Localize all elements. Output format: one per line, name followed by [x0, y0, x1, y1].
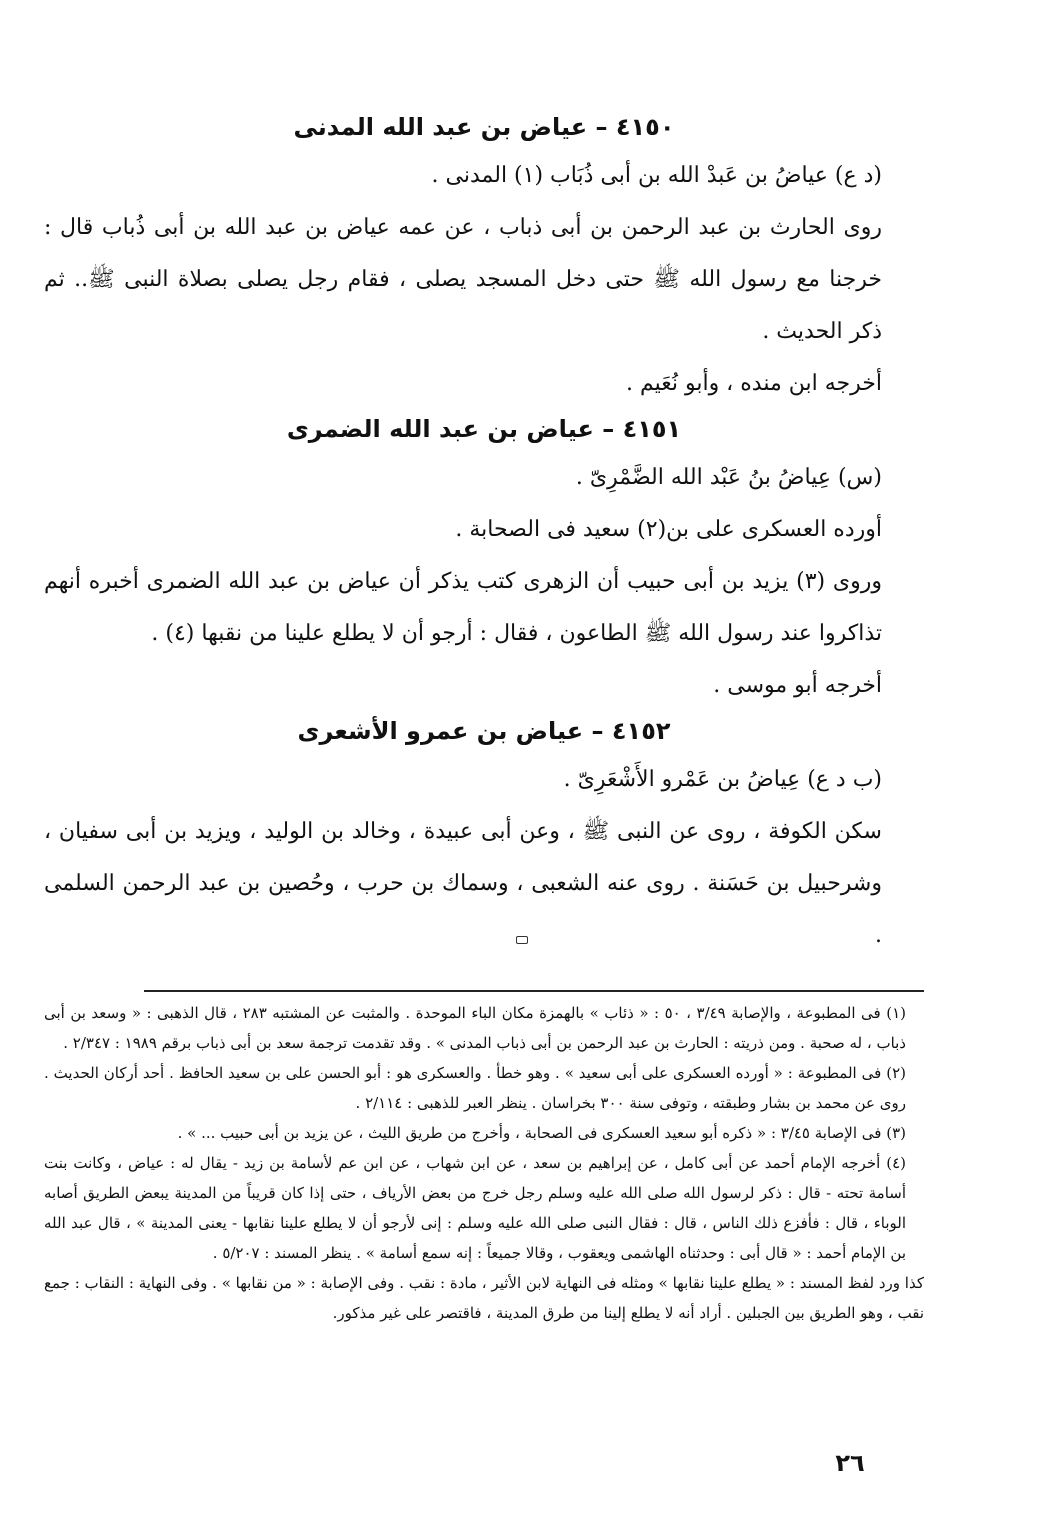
entry-heading: ٤١٥١ – عياض بن عبد الله الضمرى	[286, 415, 682, 443]
entry-paragraph: (د ع) عياضُ بن عَبدْ الله بن أبى ذُبَاب (١) المدنى .	[431, 163, 882, 188]
entry-paragraph: روى الحارث بن عبد الرحمن بن أبى ذباب ، عن عمه عياض بن عبد الله بن أبى ذُباب قال : خرجنا مع رسول الله ﷺ حتى دخل المسجد يصلى ، فقام رجل يصلى بصلاة النبى ﷺ.. ثم ذكر الحديث .	[44, 215, 882, 344]
entry-paragraph: (ب د ع) عِياضُ بن عَمْرو الأَشْعَرِىّ .	[563, 767, 882, 792]
footnote: (١) فى المطبوعة ، والإصابة ٣/٤٩ ، ٥٠ : « ذئاب » بالهمزة مكان الباء الموحدة . والمثبت عن المشتبه ٢٨٣ ، قال الذهبى : « وسعد بن أبى ذباب ، له صحبة . ومن ذريته : الحارث بن عبد الرحمن بن أبى ذباب المدنى » . وقد تقدمت ترجمة سعد بن أبى ذباب برقم ١٩٨٩ : ٢/٣٤٧ .	[44, 1004, 906, 1052]
entry-heading: ٤١٥٢ – عياض بن عمرو الأشعرى	[297, 717, 671, 745]
entry-paragraph: سكن الكوفة ، روى عن النبى ﷺ ، وعن أبى عبيدة ، وخالد بن الوليد ، ويزيد بن أبى سفيان ، وشرحبيل بن حَسَنة . روى عنه الشعبى ، وسماك بن حرب ، وحُصين بن عبد الرحمن السلمى .	[44, 819, 882, 948]
footnote: كذا ورد لفظ المسند : « يطلع علينا نقابها » ومثله فى النهاية لابن الأثير ، مادة : نقب . وفى الإصابة : « من نقابها » . وفى النهاية : النقاب : جمع نقب ، وهو الطريق بين الجبلين . أراد أنه لا يطلع إلينا من طرق المدينة ، فاقتصر على غير مذكور.	[44, 1274, 924, 1322]
entry-paragraph: أخرجه ابن منده ، وأبو نُعَيم .	[625, 371, 882, 396]
entry-paragraph: وروى (٣) يزيد بن أبى حبيب أن الزهرى كتب يذكر أن عياض بن عبد الله الضمرى أخبره أنهم تذاكروا عند رسول الله ﷺ الطاعون ، فقال : أرجو أن لا يطلع علينا من نقبها (٤) .	[44, 569, 882, 646]
entry-paragraph: (س) عِياضُ بنُ عَبْد الله الضَّمْرِىّ .	[575, 465, 882, 490]
footnote: (٣) فى الإصابة ٣/٤٥ : « ذكره أبو سعيد العسكرى فى الصحابة ، وأخرج من طريق الليث ، عن يزيد بن أبى حبيب ... » .	[177, 1124, 906, 1142]
page-number: ٢٦	[835, 1449, 865, 1477]
footnote-divider	[144, 990, 924, 992]
footnote: (٢) فى المطبوعة : « أورده العسكرى على أبى سعيد » . وهو خطأ . والعسكرى هو : أبو الحسن على بن سعيد الحافظ . أحد أركان الحديث . روى عن محمد بن بشار وطبقته ، وتوفى سنة ٣٠٠ بخراسان . ينظر العبر للذهبى : ٢/١١٤ .	[44, 1064, 906, 1112]
main-text	[44, 108, 924, 962]
entry-paragraph: أخرجه أبو موسى .	[713, 673, 882, 698]
entry-heading: ٤١٥٠ – عياض بن عبد الله المدنى	[293, 113, 675, 141]
print-mark-icon	[516, 936, 528, 944]
footnotes	[44, 998, 924, 1328]
footnote: (٤) أخرجه الإمام أحمد عن أبى كامل ، عن إبراهيم بن سعد ، عن ابن شهاب ، عن ابن عم لأسامة بن زيد - يقال له : عياض ، وكانت بنت أسامة تحته - قال : ذكر لرسول الله صلى الله عليه وسلم رجل خرج من بعض الأرياف ، حتى إذا كان قريباً من المدينة يبعض الطريق أصابه الوباء ، قال : فأفزع ذلك الناس ، قال : فقال النبى صلى الله عليه وسلم : إنى لأرجو أن لا يطلع علينا نقابها - يعنى المدينة » ، قال عبد الله بن الإمام أحمد : « قال أبى : وحدثناه الهاشمى ويعقوب ، وقالا جميعاً : إنه سمع أسامة » . ينظر المسند : ٥/٢٠٧ .	[44, 1154, 906, 1262]
entry-paragraph: أورده العسكرى على بن(٢) سعيد فى الصحابة .	[455, 517, 882, 542]
